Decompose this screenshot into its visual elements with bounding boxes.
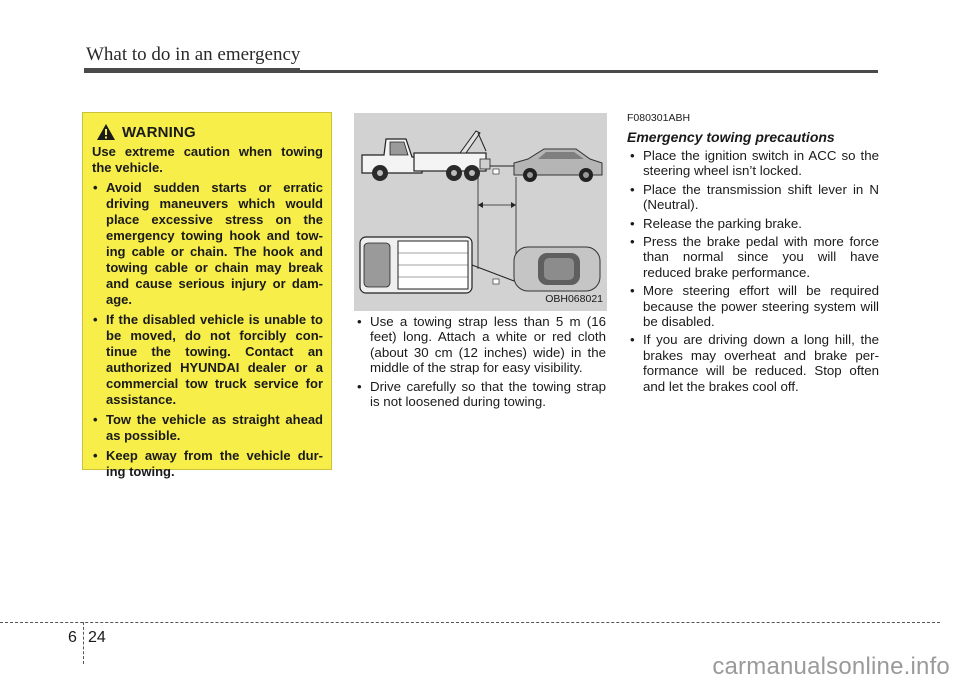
list-item: • Press the brake pedal with more force than normal since you will have reduced brake performance.	[627, 234, 879, 280]
emergency-towing-section	[627, 112, 879, 397]
tow-truck-top-icon	[360, 237, 514, 293]
figure-code: OBH068021	[545, 293, 603, 305]
warning-heading	[96, 123, 323, 141]
page-number: 24	[88, 629, 106, 646]
warning-item: • If the disabled vehicle is unable to be moved, do not forcibly con-tinue the towing. Contact an authorized HYUNDAI dealer or a commercial tow truck service for assistance.	[92, 312, 323, 408]
list-item: • Place the ignition switch in ACC so the steering wheel isn’t locked.	[627, 148, 879, 179]
warning-item: • Keep away from the vehicle dur-ing towing.	[92, 448, 323, 480]
warning-box	[82, 112, 332, 479]
page-header-title: What to do in an emergency	[86, 44, 301, 65]
list-item: • If you are driving down a long hill, the brakes may overheat and brake per-formance will be reduced. Stop often and let the brakes cool off.	[627, 332, 879, 394]
chapter-number: 6	[68, 629, 77, 646]
warning-list	[92, 180, 323, 480]
watermark: carmanualsonline.info	[712, 653, 950, 680]
list-item: • Use a towing strap less than 5 m (16 feet) long. Attach a white or red cloth (about 30 cm (12 inches) wide) in the middle of the strap for easy visibility.	[354, 314, 606, 376]
sedan-top-icon	[514, 247, 600, 291]
footer-divider	[83, 622, 84, 664]
section-title: Emergency towing precautions	[627, 129, 835, 145]
tow-truck-side-icon	[362, 131, 490, 181]
header-rule-accent	[84, 68, 300, 73]
warning-item: • Avoid sudden starts or erratic driving maneuvers which would place excessive stress on the emergency towing hook and tow-ing cable or chain. The hook and towing cable or chain may break and cause serious injury or dam-age.	[92, 180, 323, 308]
warning-triangle-icon	[96, 123, 116, 141]
precautions-list	[627, 148, 879, 394]
list-item: • More steering effort will be required because the power steering system will be disabled.	[627, 283, 879, 329]
towing-strap-text	[354, 314, 606, 412]
sedan-side-icon	[514, 149, 602, 182]
warning-intro: Use extreme caution when towing the vehicle.	[92, 144, 323, 175]
warning-title: WARNING	[122, 123, 196, 141]
towing-illustration	[354, 113, 607, 311]
list-item: • Place the transmission shift lever in N (Neutral).	[627, 182, 879, 213]
list-item: • Drive carefully so that the towing strap is not loosened during towing.	[354, 379, 606, 410]
warning-item: • Tow the vehicle as straight ahead as possible.	[92, 412, 323, 444]
towing-diagram	[354, 113, 607, 311]
footer-rule	[0, 622, 940, 623]
towing-strap-list	[354, 314, 606, 409]
section-code: F080301ABH	[627, 112, 691, 124]
list-item: • Release the parking brake.	[627, 216, 879, 231]
